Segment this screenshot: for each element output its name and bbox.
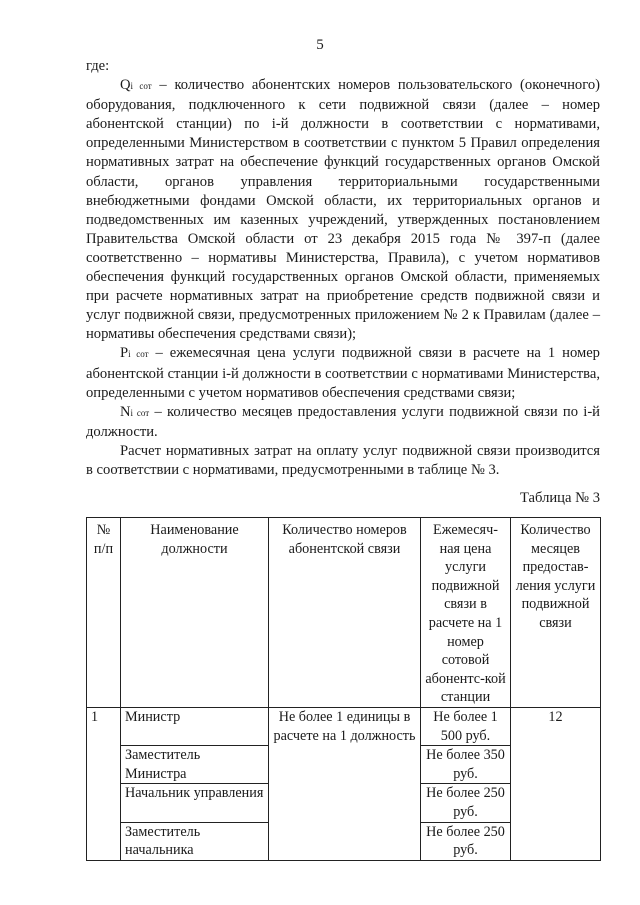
page-number: 5 xyxy=(316,37,324,53)
symbol-p: Pi сот xyxy=(120,345,149,362)
cell-price: Не более 250 руб. xyxy=(421,822,511,860)
cell-price: Не более 350 руб. xyxy=(421,746,511,784)
definition-p-text: – ежемесячная цена услуги подвижной связи в расчете на 1 номер абонентской станции i-й должности в соответствии с нормативами Министерства, определенными с учетом нормативов обеспечения средствами связи; xyxy=(86,345,600,401)
definition-q xyxy=(86,76,600,344)
cell-number: 1 xyxy=(87,707,121,860)
closing-paragraph: Расчет нормативных затрат на оплату услуг подвижной связи производится в соответствии с нормативами, предусмотренными в таблице № 3. xyxy=(86,442,600,478)
symbol-n: Ni сот xyxy=(120,403,150,420)
definition-p xyxy=(86,344,600,402)
document-body xyxy=(86,57,600,480)
cell-position: Министр xyxy=(121,707,269,745)
cell-price: Не более 250 руб. xyxy=(421,784,511,822)
symbol-q: Qi сот xyxy=(120,77,152,94)
cell-price: Не более 1 500 руб. xyxy=(421,707,511,745)
definition-q-text: – количество абонентских номеров пользовательского (оконечного) оборудования, подключенного к сети подвижной связи (далее – номер абонентской станции) по i-й должности в соответствии с нормативами, определенными Министерством в соответствии с пунктом 5 Правил определения нормативных затрат на обеспечение функций государственных органов Омской области, органов управления территориальными государственными внебюджетными фондами Омской области, их территориальных органов и подведомственных им казенных учреждений, утвержденных постановлением Правительства Омской области от 23 декабря 2015 года № 397-п (далее соответственно – нормативы Министерства, Правила), с учетом нормативов обеспечения функций государственных органов Омской области, применяемых при расчете нормативных затрат на приобретение средств подвижной связи и услуг подвижной связи, предусмотренных приложением № 2 к Правилам (далее – нормативы обеспечения средствами связи); xyxy=(86,77,600,343)
header-quantity: Количество номеров абонентской связи xyxy=(269,518,421,708)
definition-n-text: – количество месяцев предоставления услуги подвижной связи по i-й должности. xyxy=(86,403,600,440)
cell-position: Заместитель Министра xyxy=(121,746,269,784)
cell-position: Заместитель начальника xyxy=(121,822,269,860)
header-months: Количество месяцев предостав-ления услуги подвижной связи xyxy=(511,518,601,708)
table-caption: Таблица № 3 xyxy=(520,490,600,506)
cell-months: 12 xyxy=(511,707,601,860)
header-number: № п/п xyxy=(87,518,121,708)
header-price: Ежемесяч-ная цена услуги подвижной связи в расчете на 1 номер сотовой абонентс-кой станции xyxy=(421,518,511,708)
table-header-row xyxy=(87,518,601,708)
cell-quantity: Не более 1 единицы в расчете на 1 должность xyxy=(269,707,421,860)
cell-position: Начальник управления xyxy=(121,784,269,822)
table-row xyxy=(87,707,601,745)
definition-n xyxy=(86,403,600,442)
intro-text: где: xyxy=(86,58,110,74)
norms-table xyxy=(86,517,601,861)
header-position: Наименование должности xyxy=(121,518,269,708)
